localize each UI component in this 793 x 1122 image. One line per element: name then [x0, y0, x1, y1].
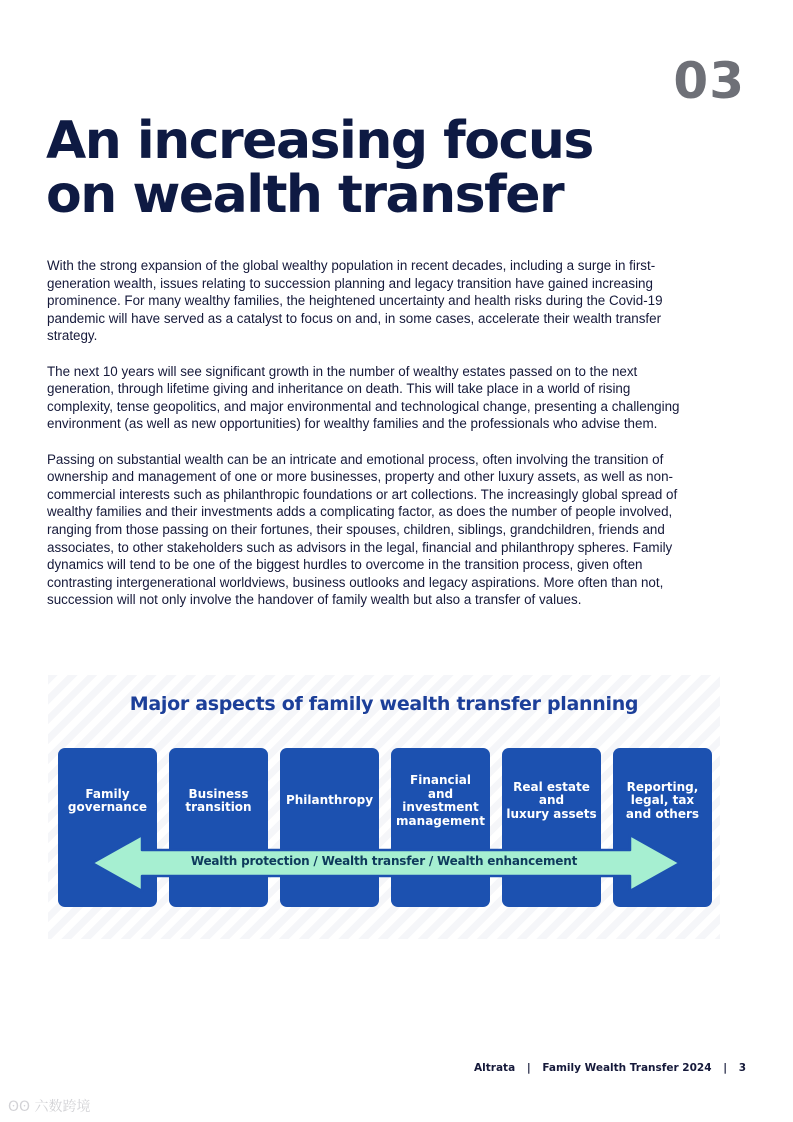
title-line-2: on wealth transfer — [46, 165, 564, 225]
aspect-label: Family governance — [67, 786, 148, 814]
paragraph: The next 10 years will see significant growth in the number of wealthy estates passed on to the next generation, through lifetime giving and inheritance on death. This will take place in a world of rising complexity, tense geopolitics, and major environmental and technological change, presenting a challenging environment (as well as new opportunities) for wealthy families and the professionals who advise them. — [47, 363, 680, 432]
aspect-label: Business transition — [185, 786, 252, 814]
aspect-label: Financial and investment management — [396, 773, 485, 828]
footer-report-title: Family Wealth Transfer 2024 — [542, 1062, 712, 1074]
title-line-1: An increasing focus — [46, 111, 593, 171]
body-text — [47, 257, 699, 626]
watermark — [8, 1096, 91, 1116]
footer-separator: | — [723, 1062, 728, 1074]
aspect-label: Real estate and luxury assets — [506, 779, 597, 821]
paragraph: With the strong expansion of the global wealthy population in recent decades, including a surge in first-generation wealth, issues relating to succession planning and legacy transition have gained increasing prominence. For many wealthy families, the heightened uncertainty and health risks during the Covid-19 pandemic will have served as a catalyst to focus on and, in some cases, accelerate their wealth transfer strategy. — [47, 258, 663, 344]
footer-separator: | — [526, 1062, 531, 1074]
chapter-number: 03 — [673, 52, 745, 110]
page-title — [46, 111, 666, 225]
footer-brand: Altrata — [474, 1062, 516, 1074]
footer-page-number: 3 — [738, 1062, 746, 1074]
aspect-label: Reporting, legal, tax and others — [625, 779, 700, 821]
paragraph: Passing on substantial wealth can be an intricate and emotional process, often involving the transition of ownership and management of one or more businesses, property and other luxury assets, as well as non-commercial interests such as philanthropic foundations or art collections. The increasingly global spread of wealthy families and their investments adds a complicating factor, as does the number of people involved, ranging from those passing on their fortunes, their spouses, children, siblings, grandchildren, friends and associates, to other stakeholders such as advisors in the legal, financial and philanthropy spheres. Family dynamics will tend to be one of the biggest hurdles to overcome in the transition process, given often contrasting intergenerational worldviews, business outlooks and legacy aspirations. More often than not, succession will not only involve the handover of family wealth but also a transfer of values. — [47, 451, 678, 608]
watermark-icon: ʘʘ — [8, 1099, 31, 1115]
watermark-text: 六数跨境 — [34, 1099, 91, 1115]
arrow-label: Wealth protection / Wealth transfer / Wealth enhancement — [190, 854, 578, 868]
wealth-transfer-diagram — [48, 675, 720, 939]
diagram-title: Major aspects of family wealth transfer planning — [129, 693, 639, 715]
page-footer — [474, 1062, 746, 1074]
aspect-label: Philanthropy — [285, 793, 374, 808]
